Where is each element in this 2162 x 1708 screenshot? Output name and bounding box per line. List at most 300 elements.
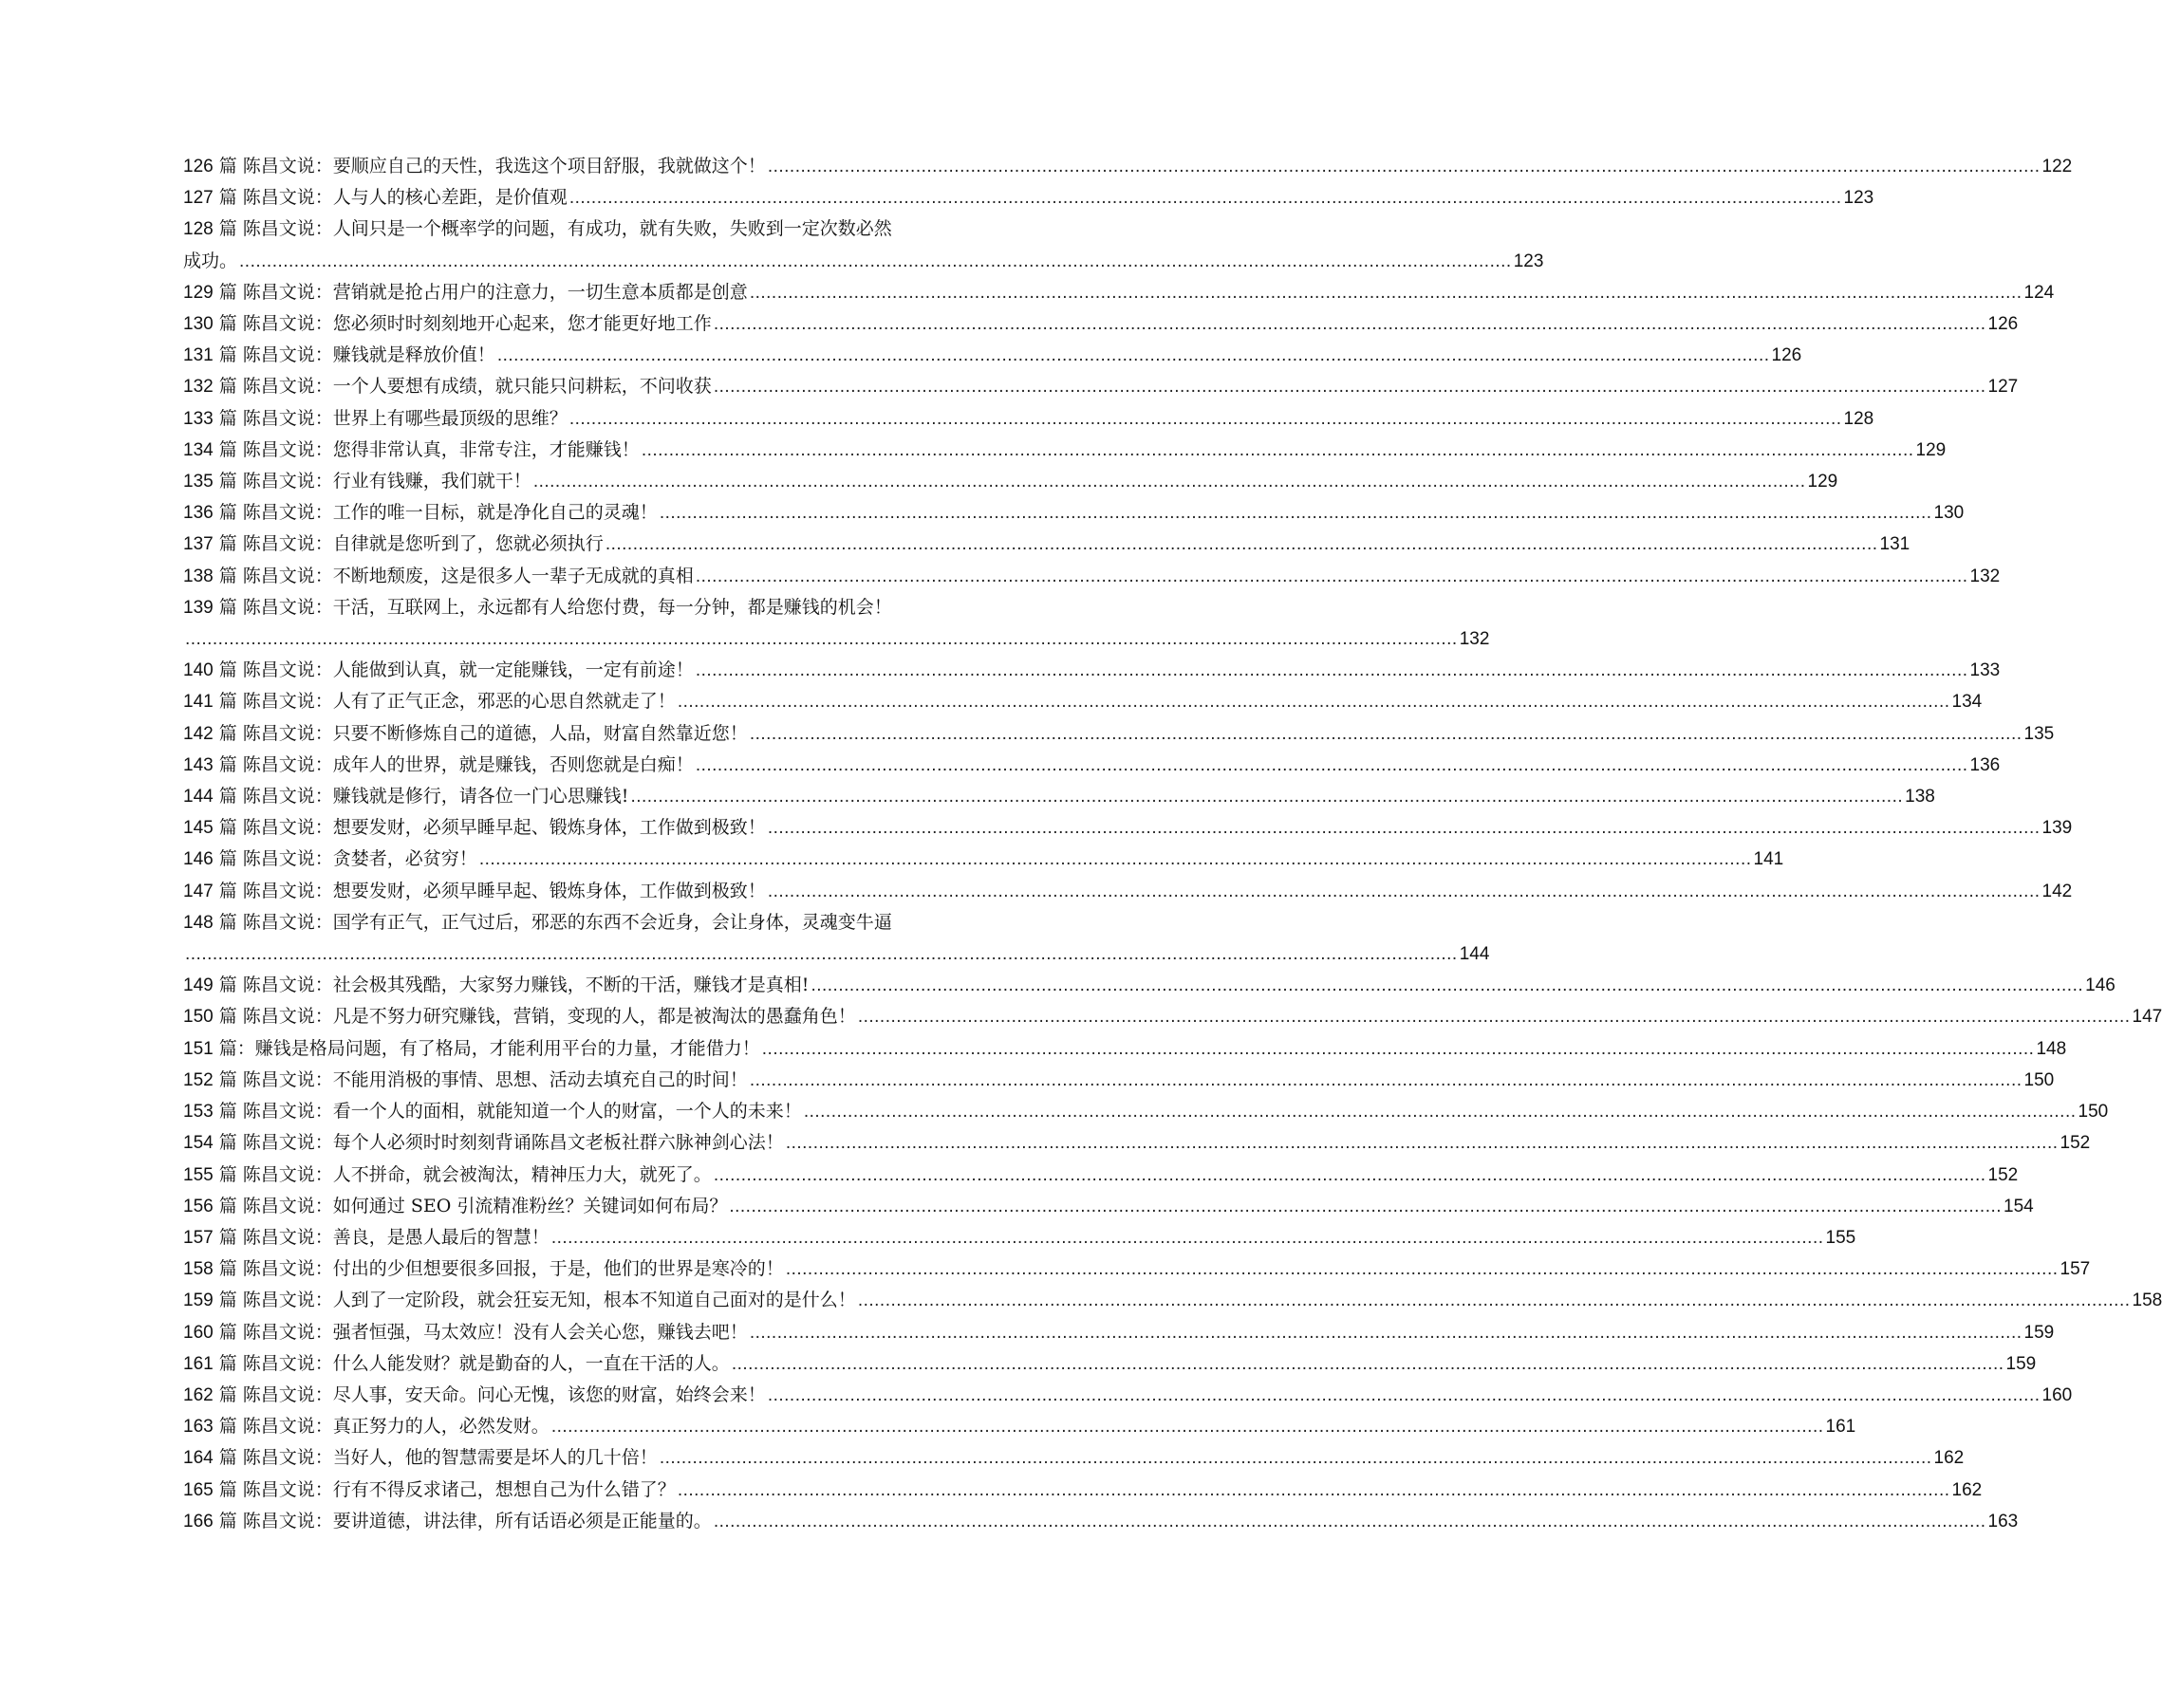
- toc-entry-page: 155: [1825, 1227, 1856, 1248]
- toc-leader-dots: [732, 1348, 2004, 1380]
- toc-entry-number: 139: [183, 597, 214, 618]
- toc-entry-page: 162: [1951, 1479, 1983, 1500]
- toc-leader-dots: [714, 308, 1986, 340]
- toc-entry[interactable]: [183, 1285, 2162, 1316]
- toc-entry-title: 陈昌文说：要讲道德，讲法律，所有话语必须是正能量的。: [242, 1510, 712, 1532]
- toc-leader-dots: [239, 246, 1512, 277]
- toc-entry-page: 127: [1987, 377, 2019, 398]
- toc-entry-title-line: [183, 277, 748, 308]
- toc-entry-separator: 篇: [213, 817, 243, 839]
- toc-entry-separator: 篇: [213, 975, 243, 996]
- toc-entry-line: [183, 1475, 1983, 1506]
- toc-entry[interactable]: [183, 497, 1965, 529]
- toc-leader-dots: [479, 844, 1752, 875]
- toc-entry-page: 148: [2036, 1038, 2067, 1059]
- toc-entry[interactable]: [183, 1160, 2019, 1191]
- toc-entry-line: [183, 403, 1874, 435]
- toc-entry-separator: 篇: [213, 1416, 243, 1438]
- toc-entry-first-line: [183, 214, 1030, 245]
- toc-entry-page: 131: [1879, 534, 1910, 555]
- toc-entry[interactable]: [183, 182, 1874, 214]
- toc-entry-page: 128: [1843, 408, 1874, 429]
- toc-entry[interactable]: [183, 371, 2019, 402]
- toc-entry-page: 150: [2078, 1102, 2109, 1123]
- toc-leader-dots: [811, 970, 2083, 1001]
- toc-entry-line: [183, 655, 2001, 686]
- toc-entry-title: 陈昌文说：每个人必须时时刻刻背诵陈昌文老板社群六脉神剑心法！: [242, 1132, 784, 1154]
- toc-entry[interactable]: [183, 1222, 1856, 1253]
- toc-entry-line: [183, 970, 2115, 1001]
- toc-entry-title: 陈昌文说：付出的少但想要很多回报，于是，他们的世界是寒冷的！: [242, 1258, 784, 1280]
- toc-entry-number: 164: [183, 1448, 214, 1469]
- toc-entry-separator: 篇: [213, 1068, 243, 1090]
- toc-entry-title: 陈昌文说：工作的唯一目标，就是净化自己的灵魂！: [242, 502, 658, 524]
- toc-entry-page: 126: [1771, 345, 1802, 366]
- toc-entry-title: 陈昌文说：成年人的世界，就是赚钱，否则您就是白痴！: [242, 753, 694, 775]
- toc-entry-line: [183, 1160, 2019, 1191]
- toc-entry-title: 陈昌文说：如何通过 SEO 引流精准粉丝？关键词如何布局？: [242, 1195, 728, 1216]
- toc-entry-line: [183, 497, 1965, 529]
- toc-entry-title: 陈昌文说：什么人能发财？就是勤奋的人，一直在干活的人。: [242, 1352, 730, 1374]
- toc-entry-title-line: [183, 1317, 748, 1348]
- toc-leader-dots: [714, 371, 1986, 402]
- toc-entry-title-line: [183, 970, 809, 1001]
- toc-entry-page: 132: [1969, 566, 2001, 586]
- toc-entry-separator: 篇: [213, 1195, 243, 1216]
- toc-entry-page: 129: [1915, 439, 1947, 460]
- toc-entry-separator: 篇: [213, 1006, 243, 1028]
- toc-entry-page: 138: [1905, 787, 1935, 808]
- toc-leader-dots: [768, 1380, 2041, 1411]
- toc-entry-line: [183, 844, 1784, 875]
- toc-entry-title-line: [183, 1506, 712, 1537]
- toc-entry-second-line: [183, 246, 1544, 277]
- toc-entry-number: 157: [183, 1227, 214, 1248]
- toc-entry-separator: 篇: [213, 1290, 243, 1311]
- toc-entry[interactable]: [183, 1253, 2091, 1285]
- toc-entry-title-line: [183, 1096, 802, 1127]
- toc-leader-dots: [551, 1411, 1824, 1442]
- toc-entry-page: 150: [2023, 1069, 2055, 1090]
- toc-entry-page: 129: [1807, 472, 1838, 492]
- toc-entry-title: 陈昌文说：一个人要想有成绩，就只能只问耕耘，不问收获: [242, 376, 712, 398]
- toc-entry[interactable]: [183, 466, 1838, 497]
- toc-entry[interactable]: [183, 844, 1784, 875]
- toc-entry-page: 135: [2023, 723, 2055, 744]
- toc-leader-dots: [714, 1506, 1986, 1537]
- toc-entry-page: 133: [1969, 660, 2001, 681]
- toc-entry-line: [183, 182, 1874, 214]
- toc-entry-line: [183, 435, 1947, 466]
- toc-entry[interactable]: [183, 340, 1802, 371]
- toc-entry-line: [183, 1065, 2055, 1096]
- toc-entry[interactable]: [183, 907, 1490, 970]
- toc-entry[interactable]: [183, 277, 2055, 308]
- toc-leader-dots: [696, 655, 1968, 686]
- toc-leader-dots: [750, 718, 2022, 750]
- toc-entry-first-line: [183, 592, 1030, 623]
- toc-leader-dots: [630, 781, 1903, 812]
- toc-entry-number: 128: [183, 219, 214, 240]
- toc-entry-line: [183, 1411, 1856, 1442]
- toc-leader-dots: [660, 1442, 1932, 1474]
- toc-entry-title: 陈昌文说：人间只是一个概率学的问题，有成功，就有失败，失败到一定次数必然: [242, 218, 892, 240]
- toc-entry-title-line: [183, 750, 694, 781]
- toc-entry-number: 146: [183, 849, 214, 870]
- toc-entry-line: [183, 1442, 1965, 1474]
- toc-entry-line: [183, 151, 2073, 182]
- toc-entry-title-line: [183, 561, 694, 592]
- toc-entry-title: 陈昌文说：贪婪者，必贫穷！: [242, 848, 477, 870]
- toc-entry-number: 159: [183, 1290, 214, 1311]
- toc-entry-line: [183, 1317, 2055, 1348]
- toc-entry[interactable]: [183, 151, 2073, 182]
- toc-entry-title: 陈昌文说：社会极其残酷，大家努力赚钱，不断的干活，赚钱才是真相!: [242, 975, 810, 996]
- toc-entry-title-line: [183, 655, 694, 686]
- toc-entry-title: 陈昌文说：人到了一定阶段，就会狂妄无知，根本不知道自己面对的是什么！: [242, 1290, 856, 1311]
- toc-entry-title-line: [183, 1253, 784, 1285]
- toc-entry-separator: 篇: [213, 848, 243, 870]
- toc-entry[interactable]: [183, 1348, 2037, 1380]
- toc-entry-title-line: [183, 1001, 856, 1032]
- toc-entry-line: [183, 812, 2073, 844]
- toc-entry-second-line: [183, 938, 1490, 970]
- toc-entry-title: 陈昌文说：不断地颓废，这是很多人一辈子无成就的真相: [242, 565, 694, 586]
- toc-entry-page: 152: [2059, 1133, 2091, 1154]
- toc-leader-dots: [714, 1160, 1986, 1191]
- toc-entry-separator: 篇: [213, 1226, 243, 1248]
- toc-entry-title: 陈昌文说：您得非常认真，非常专注，才能赚钱！: [242, 438, 640, 460]
- toc-leader-dots: [786, 1253, 2059, 1285]
- toc-leader-dots: [660, 497, 1932, 529]
- toc-entry-line: [183, 371, 2019, 402]
- toc-entry-title-line: [183, 718, 748, 750]
- toc-leader-dots: [569, 182, 1842, 214]
- toc-entry-page: 157: [2059, 1259, 2091, 1280]
- toc-entry-number: 144: [183, 787, 214, 808]
- toc-entry-page: 163: [1987, 1511, 2019, 1532]
- toc-entry-title-line: [183, 1127, 784, 1159]
- toc-entry-number: 133: [183, 408, 214, 429]
- toc-entry-line: [183, 1348, 2037, 1380]
- toc-entry-title: 陈昌文说：国学有正气，正气过后，邪恶的东西不会近身，会让身体，灵魂变牛逼: [242, 911, 892, 933]
- toc-entry-page: 146: [2085, 975, 2115, 996]
- toc-entry-separator: 篇: [213, 565, 243, 586]
- toc-entry-separator: 篇: [213, 376, 243, 398]
- toc-entry-first-line: [183, 907, 1030, 938]
- toc-entry-title-line: [183, 1411, 550, 1442]
- toc-entry[interactable]: [183, 686, 1983, 717]
- toc-entry-page: 141: [1753, 849, 1784, 870]
- toc-entry-title-line: [183, 1348, 730, 1380]
- toc-leader-dots: [185, 938, 1458, 970]
- toc-leader-dots: [185, 623, 1458, 655]
- toc-entry-title-line: [183, 1065, 748, 1096]
- toc-entry[interactable]: [183, 529, 1910, 560]
- toc-entry-title-line: [183, 403, 568, 435]
- toc-entry-title-line: [183, 592, 892, 623]
- toc-entry-page: 147: [2132, 1007, 2162, 1028]
- toc-entry-title: 陈昌文说：想要发财，必须早睡早起、锻炼身体，工作做到极致！: [242, 880, 766, 901]
- toc-leader-dots: [642, 435, 1914, 466]
- toc-entry-separator: 篇: [213, 281, 243, 303]
- toc-entry-title: 陈昌文说：想要发财，必须早睡早起、锻炼身体，工作做到极致！: [242, 817, 766, 839]
- toc-entry-number: 150: [183, 1007, 214, 1028]
- toc-entry-page: 123: [1513, 251, 1544, 271]
- toc-entry-page: 124: [2023, 282, 2055, 303]
- toc-entry-separator: 篇: [213, 1163, 243, 1185]
- toc-entry-title: 陈昌文说：当好人，他的智慧需要是坏人的几十倍！: [242, 1447, 658, 1469]
- toc-entry-page: 154: [2004, 1196, 2034, 1216]
- toc-entry-number: 156: [183, 1196, 214, 1216]
- toc-entry-number: 153: [183, 1102, 214, 1123]
- toc-entry-separator: 篇: [213, 1510, 243, 1532]
- toc-entry-number: 135: [183, 472, 214, 492]
- toc-entry-line: [183, 1096, 2109, 1127]
- toc-entry-separator: 篇: [213, 407, 243, 429]
- toc-entry-separator: 篇: [213, 502, 243, 524]
- toc-entry-separator: 篇: [213, 753, 243, 775]
- toc-entry-number: 158: [183, 1259, 214, 1280]
- toc-leader-dots: [750, 1065, 2022, 1096]
- toc-entry-title-line: [183, 466, 531, 497]
- toc-entry-line: [183, 308, 2019, 340]
- toc-leader-dots: [858, 1285, 2131, 1316]
- toc-entry-title-line: [183, 812, 766, 844]
- toc-entry-line: [183, 1222, 1856, 1253]
- toc-entry-line: [183, 1033, 2067, 1065]
- toc-entry-page: 162: [1933, 1448, 1965, 1469]
- toc-entry-line: [183, 1380, 2073, 1411]
- toc-entry-number: 137: [183, 534, 214, 555]
- toc-entry-number: 129: [183, 282, 214, 303]
- toc-entry-page: 158: [2132, 1290, 2162, 1311]
- toc-entry[interactable]: [183, 1442, 1965, 1474]
- toc-leader-dots: [606, 529, 1878, 560]
- toc-entry-line: [183, 1285, 2162, 1316]
- toc-entry-number: 141: [183, 692, 214, 713]
- toc-entry-title: 陈昌文说：尽人事，安天命。问心无愧，该您的财富，始终会来！: [242, 1383, 766, 1405]
- toc-entry[interactable]: [183, 1096, 2109, 1127]
- toc-leader-dots: [533, 466, 1806, 497]
- toc-entry[interactable]: [183, 214, 1544, 276]
- toc-entry-number: 155: [183, 1164, 214, 1185]
- toc-entry-page: 136: [1969, 754, 2001, 775]
- toc-leader-dots: [551, 1222, 1824, 1253]
- toc-entry-separator: 篇: [213, 187, 243, 209]
- toc-entry-number: 149: [183, 975, 214, 996]
- toc-entry[interactable]: [183, 781, 1935, 812]
- table-of-contents: [183, 151, 2162, 1537]
- toc-entry-title-line: [183, 182, 568, 214]
- toc-leader-dots: [696, 561, 1968, 592]
- toc-leader-dots: [804, 1096, 2077, 1127]
- toc-entry-line: [183, 466, 1838, 497]
- toc-entry[interactable]: [183, 1475, 1983, 1506]
- toc-entry-page: 144: [1459, 944, 1490, 965]
- toc-entry-number: 126: [183, 157, 214, 176]
- toc-entry-separator: 篇: [213, 438, 243, 460]
- toc-entry[interactable]: [183, 655, 2001, 686]
- toc-entry[interactable]: [183, 1506, 2019, 1537]
- toc-entry[interactable]: [183, 403, 1874, 435]
- toc-entry-separator: 篇: [213, 218, 243, 240]
- toc-entry-title-line: [183, 876, 766, 907]
- toc-entry-separator: 篇: [213, 722, 243, 744]
- toc-entry-title-line: [183, 1160, 712, 1191]
- toc-entry-title: 赚钱是格局问题，有了格局，才能利用平台的力量，才能借力！: [254, 1037, 760, 1059]
- toc-entry-title: 陈昌文说：人不拼命，就会被淘汰，精神压力大，就死了。: [242, 1163, 712, 1185]
- toc-entry-page: 122: [2041, 157, 2073, 176]
- toc-entry-title-line: [183, 308, 712, 340]
- toc-entry-page: 123: [1843, 188, 1874, 209]
- toc-entry-title: 陈昌文说：营销就是抢占用户的注意力，一切生意本质都是创意: [242, 281, 748, 303]
- toc-entry-number: 148: [183, 912, 214, 933]
- toc-entry-page: 126: [1987, 314, 2019, 335]
- toc-entry-number: 166: [183, 1511, 214, 1532]
- toc-entry-page: 132: [1459, 629, 1490, 650]
- toc-entry[interactable]: [183, 1380, 2073, 1411]
- toc-leader-dots: [729, 1191, 2002, 1222]
- toc-entry-page: 130: [1933, 503, 1965, 524]
- toc-entry-number: 136: [183, 503, 214, 524]
- toc-leader-dots: [858, 1001, 2131, 1032]
- toc-entry-number: 131: [183, 345, 214, 366]
- toc-entry-title-line: [183, 214, 892, 245]
- toc-entry-second-line: [183, 623, 1490, 655]
- toc-entry-number: 161: [183, 1353, 214, 1374]
- toc-entry-title-line: [183, 371, 712, 402]
- toc-entry[interactable]: [183, 1317, 2055, 1348]
- toc-entry-title: 陈昌文说：赚钱就是释放价值！: [242, 344, 495, 366]
- toc-entry-number: 138: [183, 566, 214, 586]
- toc-entry-separator: 篇: [213, 1258, 243, 1280]
- toc-entry-page: 139: [2041, 818, 2073, 839]
- toc-entry-separator: 篇: [213, 1447, 243, 1469]
- toc-leader-dots: [750, 277, 2022, 308]
- toc-entry[interactable]: [183, 1065, 2055, 1096]
- toc-entry-title: 陈昌文说：要顺应自己的天性，我选这个项目舒服，我就做这个！: [242, 156, 766, 176]
- toc-entry-separator: 篇: [213, 880, 243, 901]
- toc-entry[interactable]: [183, 592, 1490, 655]
- toc-entry-number: 160: [183, 1322, 214, 1343]
- toc-entry-title: 陈昌文说：不能用消极的事情、思想、活动去填充自己的时间！: [242, 1068, 748, 1090]
- toc-entry-title-line: [183, 1380, 766, 1411]
- toc-entry-title-line: [183, 340, 495, 371]
- toc-entry-title-line: [183, 529, 604, 560]
- toc-entry-number: 140: [183, 660, 214, 681]
- toc-entry-separator: 篇：: [213, 1037, 255, 1059]
- toc-entry-title: 陈昌文说：凡是不努力研究赚钱，营销，变现的人，都是被淘汰的愚蠢角色！: [242, 1006, 856, 1028]
- toc-entry[interactable]: [183, 750, 2001, 781]
- toc-entry-title-line: [183, 1442, 658, 1474]
- toc-entry-title: 陈昌文说：只要不断修炼自己的道德，人品，财富自然靠近您！: [242, 722, 748, 744]
- toc-entry-line: [183, 876, 2073, 907]
- toc-entry-title: 陈昌文说：强者恒强，马太效应！没有人会关心您，赚钱去吧！: [242, 1321, 748, 1343]
- toc-entry-separator: 篇: [213, 659, 243, 681]
- toc-entry-title: 陈昌文说：善良，是愚人最后的智慧！: [242, 1226, 550, 1248]
- toc-leader-dots: [750, 1317, 2022, 1348]
- toc-entry-title-line: [183, 1475, 676, 1506]
- toc-entry-separator: 篇: [213, 1132, 243, 1154]
- toc-entry[interactable]: [183, 1127, 2091, 1159]
- toc-entry[interactable]: [183, 718, 2055, 750]
- toc-leader-dots: [762, 1033, 2035, 1065]
- toc-entry-number: 134: [183, 439, 214, 460]
- toc-entry-separator: 篇: [213, 533, 243, 555]
- toc-entry-title-line: [183, 497, 658, 529]
- toc-entry-continuation: 成功。: [183, 250, 238, 271]
- toc-entry[interactable]: [183, 1411, 1856, 1442]
- toc-leader-dots: [678, 1475, 1950, 1506]
- toc-entry-title: 陈昌文说：人能做到认真，就一定能赚钱，一定有前途！: [242, 659, 694, 681]
- toc-entry-title-line: [183, 907, 892, 938]
- toc-entry[interactable]: [183, 561, 2001, 592]
- toc-entry-line: [183, 561, 2001, 592]
- toc-leader-dots: [768, 812, 2041, 844]
- toc-entry-separator: 篇: [213, 313, 243, 335]
- toc-entry-separator: 篇: [213, 344, 243, 366]
- toc-leader-dots: [696, 750, 1968, 781]
- toc-entry[interactable]: [183, 308, 2019, 340]
- toc-entry-page: 159: [2005, 1353, 2037, 1374]
- toc-entry-title-line: [183, 844, 477, 875]
- toc-entry-page: 159: [2023, 1322, 2055, 1343]
- toc-entry-page: 134: [1951, 692, 1983, 713]
- toc-entry-number: 152: [183, 1069, 214, 1090]
- toc-entry-title: 陈昌文说：人有了正气正念，邪恶的心思自然就走了！: [242, 691, 676, 713]
- toc-entry-separator: 篇: [213, 156, 243, 176]
- toc-entry-separator: 篇: [213, 1321, 243, 1343]
- toc-entry-page: 142: [2041, 881, 2073, 901]
- toc-entry-page: 160: [2041, 1384, 2073, 1405]
- toc-entry-separator: 篇: [213, 691, 243, 713]
- toc-entry-number: 130: [183, 314, 214, 335]
- toc-entry-separator: 篇: [213, 471, 243, 492]
- toc-entry-title: 陈昌文说：世界上有哪些最顶级的思维？: [242, 407, 568, 429]
- toc-entry-line: [183, 277, 2055, 308]
- toc-entry-separator: 篇: [213, 786, 243, 808]
- toc-entry[interactable]: [183, 876, 2073, 907]
- toc-entry[interactable]: [183, 970, 2115, 1001]
- toc-entry-separator: 篇: [213, 596, 243, 618]
- toc-entry-title: 陈昌文说：行有不得反求诸己，想想自己为什么错了？: [242, 1478, 676, 1500]
- toc-entry[interactable]: [183, 1191, 2034, 1222]
- toc-entry-title: 陈昌文说：看一个人的面相，就能知道一个人的财富，一个人的未来！: [242, 1101, 802, 1123]
- toc-entry-title: 陈昌文说：干活，互联网上，永远都有人给您付费，每一分钟，都是赚钱的机会！: [242, 596, 892, 618]
- toc-entry[interactable]: [183, 1033, 2067, 1065]
- toc-leader-dots: [786, 1127, 2059, 1159]
- toc-entry-number: 143: [183, 754, 214, 775]
- toc-entry-separator: 篇: [213, 1383, 243, 1405]
- toc-entry-title: 陈昌文说：您必须时时刻刻地开心起来，您才能更好地工作: [242, 313, 712, 335]
- toc-entry-title-line: [183, 1191, 727, 1222]
- toc-entry-separator: 篇: [213, 1478, 243, 1500]
- toc-entry-line: [183, 1127, 2091, 1159]
- toc-entry-line: [183, 781, 1935, 812]
- toc-entry[interactable]: [183, 1001, 2162, 1032]
- toc-entry-line: [183, 1506, 2019, 1537]
- toc-entry[interactable]: [183, 812, 2073, 844]
- toc-entry-number: 154: [183, 1133, 214, 1154]
- toc-entry-line: [183, 750, 2001, 781]
- toc-entry[interactable]: [183, 435, 1947, 466]
- toc-entry-line: [183, 718, 2055, 750]
- toc-entry-number: 165: [183, 1479, 214, 1500]
- toc-entry-number: 145: [183, 818, 214, 839]
- toc-entry-number: 163: [183, 1417, 214, 1438]
- toc-entry-line: [183, 686, 1983, 717]
